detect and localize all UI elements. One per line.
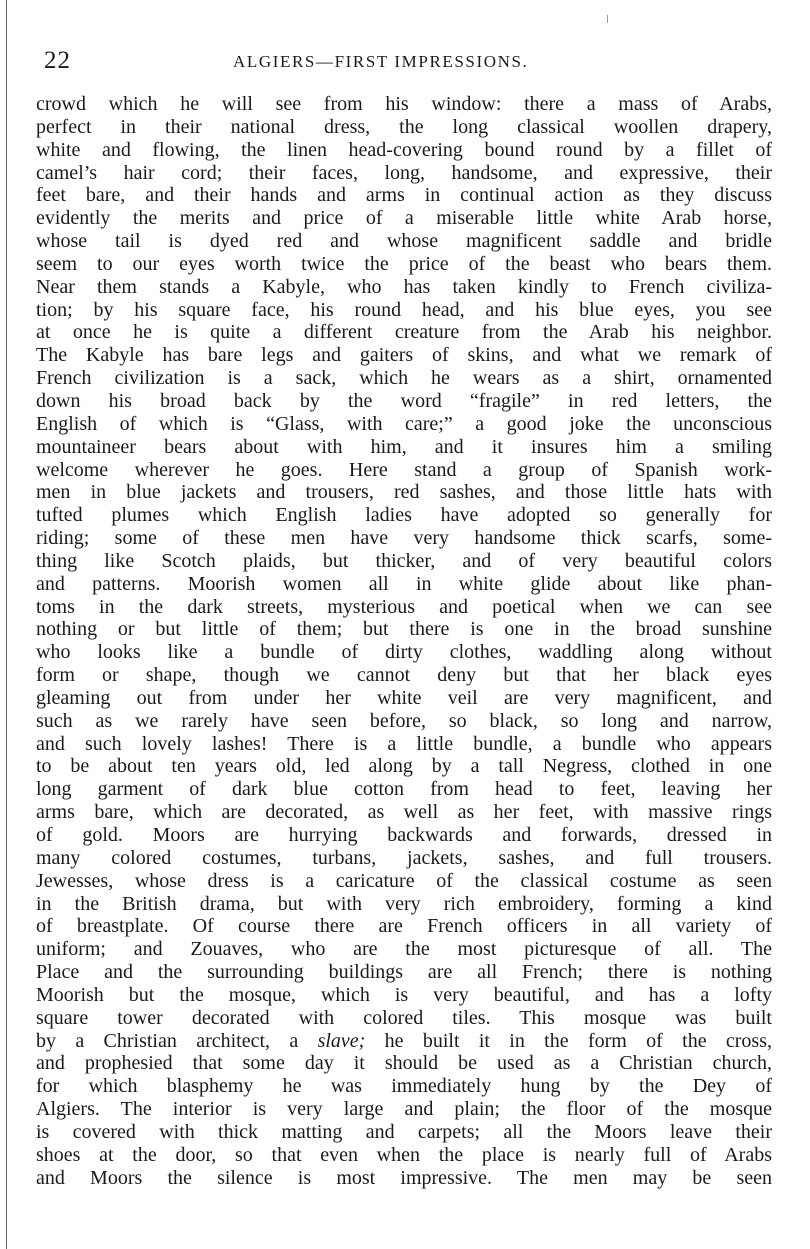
- text-line: tufted plumes which English ladies have adopted so generally for: [36, 504, 772, 527]
- text-line: nothing or but little of them; but there is one in the broad sunshine: [36, 618, 772, 641]
- text-line: thing like Scotch plaids, but thicker, and of very beautiful colors: [36, 549, 772, 572]
- text-line: perfect in their national dress, the long classical woollen drapery,: [36, 115, 772, 138]
- text-line: uniform; and Zouaves, who are the most picturesque of all. The: [36, 938, 772, 961]
- text-line: at once he is quite a different creature from the Arab his neighbor.: [36, 321, 772, 344]
- print-mark: [607, 15, 608, 23]
- text-line: Near them stands a Kabyle, who has taken kindly to French civiliza-: [36, 275, 772, 298]
- text-line: welcome wherever he goes. Here stand a group of Spanish work-: [36, 458, 772, 481]
- text-line: and such lovely lashes! There is a little bundle, a bundle who appears: [36, 732, 772, 755]
- text-line: English of which is “Glass, with care;” a good joke the unconscious: [36, 412, 772, 435]
- text-line: mountaineer bears about with him, and it insures him a smiling: [36, 435, 772, 458]
- text-line: white and flowing, the linen head-covering bound round by a fillet of: [36, 138, 772, 161]
- text-line: Place and the surrounding buildings are all French; there is nothing: [36, 961, 772, 984]
- text-line: feet bare, and their hands and arms in continual action as they discuss: [36, 184, 772, 207]
- body-text: [36, 93, 772, 1190]
- text-line: Jewesses, whose dress is a caricature of the classical costume as seen: [36, 869, 772, 892]
- text-line: French civilization is a sack, which he wears as a shirt, ornamented: [36, 367, 772, 390]
- text-line: to be about ten years old, led along by a tall Negress, clothed in one: [36, 755, 772, 778]
- text-line: in the British drama, but with very rich embroidery, forming a kind: [36, 892, 772, 915]
- text-line: square tower decorated with colored tiles. This mosque was built: [36, 1006, 772, 1029]
- text-line: is covered with thick matting and carpets; all the Moors leave their: [36, 1120, 772, 1143]
- page-number: 22: [44, 47, 71, 74]
- running-title: ALGIERS—FIRST IMPRESSIONS.: [233, 52, 529, 71]
- text-line: and patterns. Moorish women all in white glide about like phan-: [36, 572, 772, 595]
- text-line: such as we rarely have seen before, so black, so long and narrow,: [36, 709, 772, 732]
- text-line: riding; some of these men have very handsome thick scarfs, some-: [36, 527, 772, 550]
- text-line: form or shape, though we cannot deny but that her black eyes: [36, 664, 772, 687]
- text-line: The Kabyle has bare legs and gaiters of skins, and what we remark of: [36, 344, 772, 367]
- text-line: for which blasphemy he was immediately hung by the Dey of: [36, 1075, 772, 1098]
- text-line: who looks like a bundle of dirty clothes, waddling along without: [36, 641, 772, 664]
- text-line: crowd which he will see from his window: there a mass of Arabs,: [36, 93, 772, 115]
- text-line: toms in the dark streets, mysterious and poetical when we can see: [36, 595, 772, 618]
- text-line: seem to our eyes worth twice the price of the beast who bears them.: [36, 252, 772, 275]
- page-edge-rule: [6, 0, 7, 1249]
- text-line: shoes at the door, so that even when the place is nearly full of Arabs: [36, 1143, 772, 1166]
- text-line: many colored costumes, turbans, jackets, sashes, and full trousers.: [36, 846, 772, 869]
- text-line: of gold. Moors are hurrying backwards and forwards, dressed in: [36, 824, 772, 846]
- page-header: [44, 44, 768, 78]
- text-line: of breastplate. Of course there are French officers in all variety of: [36, 915, 772, 938]
- text-line: evidently the merits and price of a miserable little white Arab horse,: [36, 207, 772, 230]
- text-line: down his broad back by the word “fragile” in red letters, the: [36, 389, 772, 412]
- text-line: and Moors the silence is most impressive. The men may be seen: [36, 1166, 772, 1189]
- text-line: gleaming out from under her white veil are very magnificent, and: [36, 686, 772, 709]
- text-line: camel’s hair cord; their faces, long, handsome, and expressive, their: [36, 161, 772, 184]
- text-line: Moorish but the mosque, which is very beautiful, and has a lofty: [36, 983, 772, 1006]
- text-line: arms bare, which are decorated, as well as her feet, with massive rings: [36, 801, 772, 824]
- italic-word: slave;: [317, 1029, 366, 1052]
- text-line: Algiers. The interior is very large and plain; the floor of the mosque: [36, 1098, 772, 1121]
- text-line: by a Christian architect, a slave; he built it in the form of the cross,: [36, 1029, 772, 1052]
- text-line: whose tail is dyed red and whose magnificent saddle and bridle: [36, 230, 772, 253]
- text-line: and prophesied that some day it should be used as a Christian church,: [36, 1052, 772, 1075]
- text-line: men in blue jackets and trousers, red sashes, and those little hats with: [36, 481, 772, 504]
- text-line: tion; by his square face, his round head, and his blue eyes, you see: [36, 298, 772, 321]
- text-line: long garment of dark blue cotton from head to feet, leaving her: [36, 778, 772, 801]
